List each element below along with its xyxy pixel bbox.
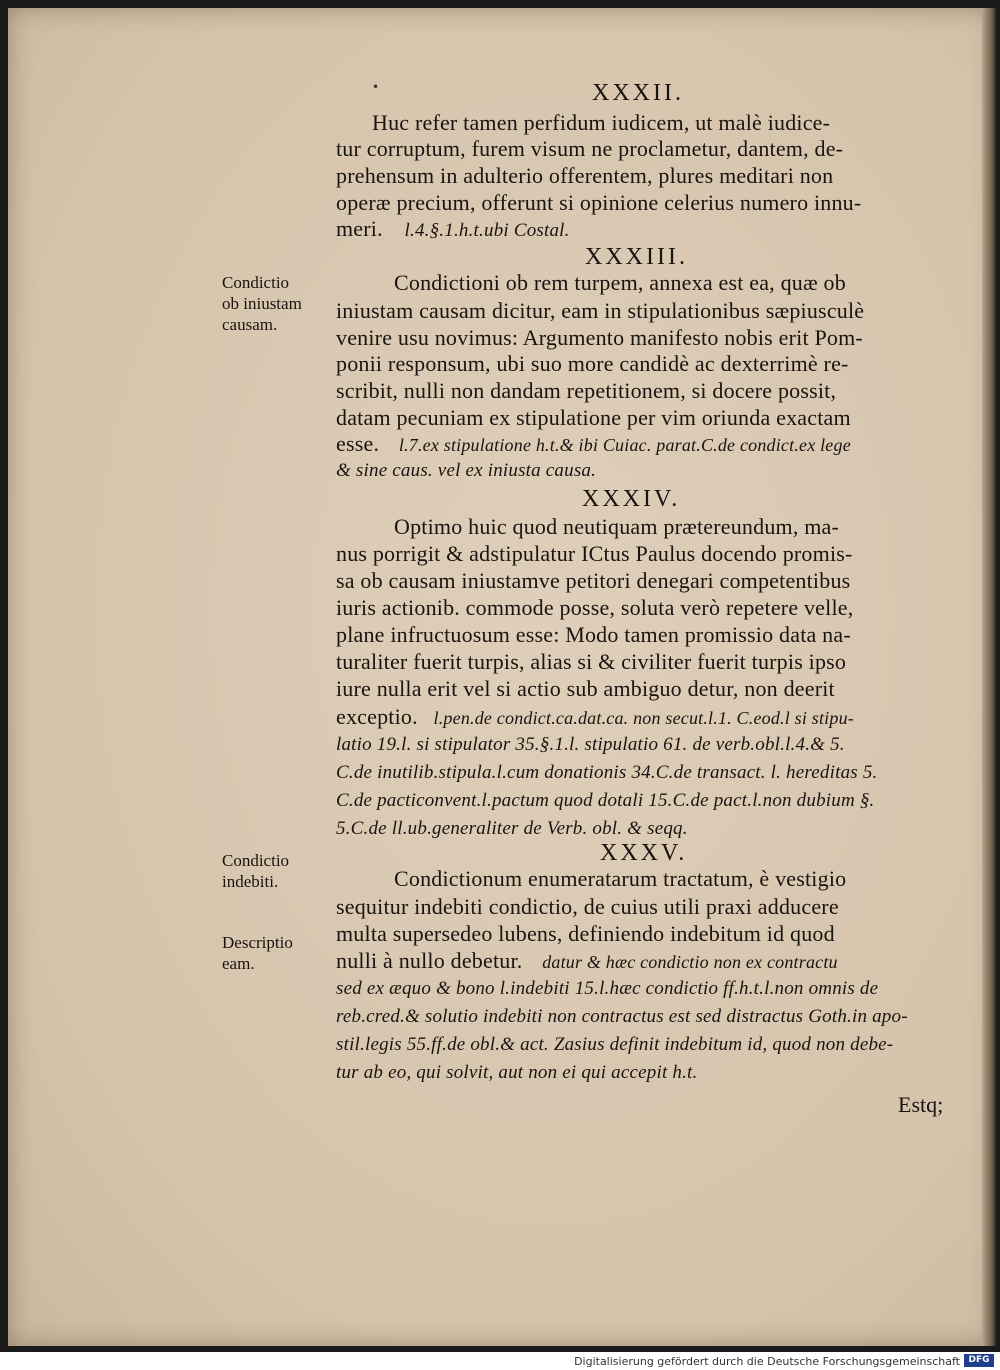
text-line: tur corruptum, furem visum ne proclametur, dantem, de-	[336, 136, 844, 161]
section-heading-xxxiii: XXXIII.	[585, 244, 688, 270]
text-line: sa ob causam iniustamve petitori denegari competentibus	[336, 568, 851, 593]
legal-citation: l.4.§.1.h.t.ubi Costal.	[404, 220, 570, 241]
text-line: scribit, nulli non dandam repetitionem, si docere possit,	[336, 378, 837, 403]
margin-note-descriptio: Descriptio eam.	[222, 933, 293, 973]
text-line: iniustam causam dicitur, eam in stipulationibus sæpiusculè	[336, 298, 865, 323]
margin-note-condictio-iniustam: Condictio ob iniustam causam.	[222, 273, 302, 334]
catchword: Estq;	[898, 1092, 944, 1117]
legal-citation: stil.legis 55.ff.de obl.& act. Zasius definit indebitum id, quod non debe-	[336, 1034, 894, 1055]
text-line	[336, 431, 851, 457]
text-line: Optimo huic quod neutiquam prætereundum, ma-	[394, 514, 840, 539]
text-line	[336, 704, 854, 730]
text-line	[336, 216, 570, 242]
text-line: venire usu novimus: Argumento manifesto nobis erit Pom-	[336, 325, 863, 350]
text-line: ponii responsum, ubi suo more candidè ac dexterrimè re-	[336, 351, 849, 376]
footer-credit: Digitalisierung gefördert durch die Deutsche Forschungsgemeinschaft	[574, 1355, 960, 1368]
text-line: prehensum in adulterio offerentem, plures meditari non	[336, 163, 834, 188]
section-heading-xxxii: XXXII.	[592, 80, 684, 106]
text-line: iure nulla erit vel si actio sub ambiguo detur, non deerit	[336, 676, 835, 701]
legal-citation: reb.cred.& solutio indebiti non contractus est sed distractus Goth.in apo-	[336, 1006, 908, 1027]
text-line	[336, 948, 838, 974]
page-gutter	[982, 8, 996, 1346]
spine-mark: •	[372, 80, 380, 94]
text-fragment: exceptio.	[336, 704, 418, 729]
text-line: Condictioni ob rem turpem, annexa est ea, quæ ob	[394, 270, 846, 295]
legal-citation: l.pen.de condict.ca.dat.ca. non secut.l.1. C.eod.l si stipu-	[433, 708, 854, 728]
legal-citation: latio 19.l. si stipulator 35.§.1.l. stipulatio 61. de verb.obl.l.4.& 5.	[336, 734, 845, 755]
text-fragment: meri.	[336, 216, 383, 241]
section-heading-xxxv: XXXV.	[600, 840, 688, 866]
text-line: Huc refer tamen perfidum iudicem, ut malè iudice-	[372, 110, 831, 135]
section-heading-xxxiv: XXXIV.	[582, 486, 681, 512]
text-line: sequitur indebiti condictio, de cuius utili praxi adducere	[336, 894, 839, 919]
text-line: turaliter fuerit turpis, alias si & civiliter fuerit turpis ipso	[336, 649, 847, 674]
legal-citation: l.7.ex stipulatione h.t.& ibi Cuiac. parat.C.de condict.ex lege	[398, 435, 851, 455]
dfg-logo: DFG	[964, 1354, 994, 1367]
text-line: datam pecuniam ex stipulatione per vim oriunda exactam	[336, 405, 851, 430]
text-line: nus porrigit & adstipulatur ICtus Paulus docendo promis-	[336, 541, 853, 566]
text-line: iuris actionib. commode posse, soluta verò repetere velle,	[336, 595, 854, 620]
text-fragment: esse.	[336, 431, 380, 456]
text-fragment: nulli à nullo debetur.	[336, 948, 523, 973]
legal-citation: C.de inutilib.stipula.l.cum donationis 34.C.de transact. l. hereditas 5.	[336, 762, 878, 783]
digitization-footer	[0, 1352, 1000, 1370]
legal-citation: datur & hæc condictio non ex contractu	[542, 952, 838, 972]
legal-citation: tur ab eo, qui solvit, aut non ei qui accepit h.t.	[336, 1062, 698, 1083]
legal-citation: 5.C.de ll.ub.generaliter de Verb. obl. & seqq.	[336, 818, 688, 839]
text-line: operæ precium, offerunt si opinione celerius numero innu-	[336, 190, 862, 215]
legal-citation: C.de pacticonvent.l.pactum quod dotali 15.C.de pact.l.non dubium §.	[336, 790, 875, 811]
text-line: multa supersedeo lubens, definiendo indebitum id quod	[336, 921, 835, 946]
legal-citation: sed ex æquo & bono l.indebiti 15.l.hæc condictio ff.h.t.l.non omnis de	[336, 978, 879, 999]
legal-citation: & sine caus. vel ex iniusta causa.	[336, 460, 597, 481]
text-line: Condictionum enumeratarum tractatum, è vestigio	[394, 866, 847, 891]
margin-note-condictio-indebiti: Condictio indebiti.	[222, 851, 290, 891]
text-line: plane infructuosum esse: Modo tamen promissio data na-	[336, 622, 851, 647]
